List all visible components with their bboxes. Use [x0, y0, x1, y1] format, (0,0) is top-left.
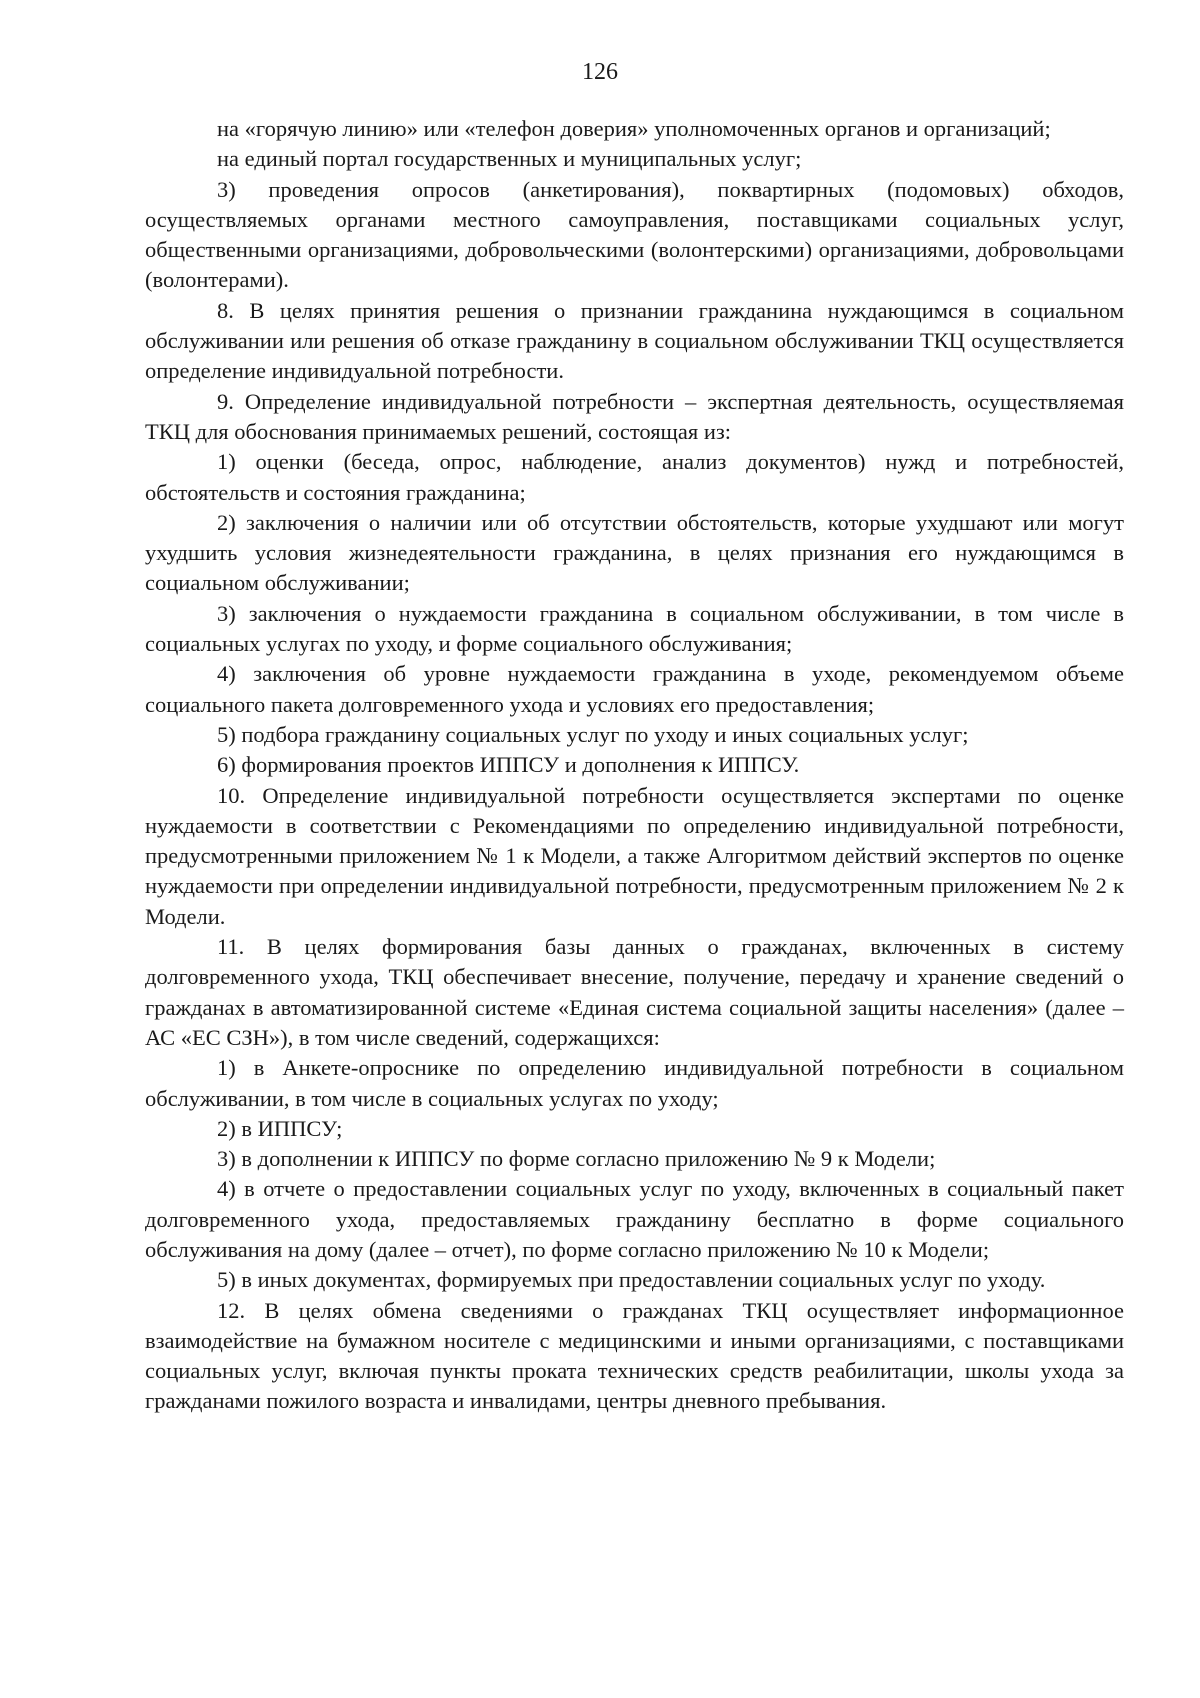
paragraph-11-item-5: 5) в иных документах, формируемых при предоставлении социальных услуг по уходу.: [217, 1267, 1046, 1293]
paragraph-9-item-3: 3) заключения о нуждаемости гражданина в социальном обслуживании, в том числе в социальных услугах по уходу, и форме социального обслуживания;: [145, 600, 1124, 657]
paragraph-section-8: 8. В целях принятия решения о признании гражданина нуждающимся в социальном обслуживании или решения об отказе гражданину в социальном обслуживании ТКЦ осуществляется определение индивидуальной потребности.: [145, 297, 1124, 384]
paragraph-hotline: на «горячую линию» или «телефон доверия» уполномоченных органов и организаций;: [217, 116, 1051, 141]
paragraph-11-item-3: 3) в дополнении к ИППСУ по форме согласно приложению № 9 к Модели;: [217, 1146, 936, 1172]
paragraph-section-10: 10. Определение индивидуальной потребности осуществляется экспертами по оценке нуждаемости в соответствии с Рекомендациями по определению индивидуальной потребности, предусмотренными приложением № 1 к Модели, а также Алгоритмом действий экспертов по оценке нуждаемости при определении индивидуальной потребности, предусмотренным приложением № 2 к Модели.: [145, 782, 1124, 929]
paragraph-9-item-1: 1) оценки (беседа, опрос, наблюдение, анализ документов) нужд и потребностей, обстоятельств и состояния гражданина;: [145, 449, 1124, 505]
paragraph-section-9: 9. Определение индивидуальной потребности – экспертная деятельность, осуществляемая ТКЦ для обоснования принимаемых решений, состоящая из:: [145, 388, 1124, 444]
page-number: 126: [582, 59, 618, 85]
paragraph-11-item-1: 1) в Анкете-опроснике по определению индивидуальной потребности в социальном обслуживании, в том числе в социальных услугах по уходу;: [145, 1055, 1124, 1111]
paragraph-11-item-4: 4) в отчете о предоставлении социальных услуг по уходу, включенных в социальный пакет долговременного ухода, предоставляемых гражданину бесплатно в форме социального обслуживания на дому (далее – отчет), по форме согласно приложению № 10 к Модели;: [145, 1176, 1124, 1262]
paragraph-9-item-2: 2) заключения о наличии или об отсутствии обстоятельств, которые ухудшают или могут ухудшить условия жизнедеятельности гражданина, в целях признания его нуждающимся в социальном обслуживании;: [145, 509, 1124, 596]
paragraph-9-item-6: 6) формирования проектов ИППСУ и дополнения к ИППСУ.: [217, 752, 800, 778]
paragraph-9-item-5: 5) подбора гражданину социальных услуг по уходу и иных социальных услуг;: [217, 721, 969, 747]
paragraph-section-12: 12. В целях обмена сведениями о гражданах ТКЦ осуществляет информационное взаимодействие на бумажном носителе с медицинскими и иными организациями, с поставщиками социальных услуг, включая пункты проката технических средств реабилитации, школы ухода за гражданами пожилого возраста и инвалидами, центры дневного пребывания.: [145, 1297, 1124, 1414]
paragraph-section-11: 11. В целях формирования базы данных о гражданах, включенных в систему долговременного ухода, ТКЦ обеспечивает внесение, получение, передачу и хранение сведений о гражданах в автоматизированной системе «Единая система социальной защиты населения» (далее – АС «ЕС СЗН»), в том числе сведений, содержащихся:: [145, 934, 1124, 1050]
paragraph-11-item-2: 2) в ИППСУ;: [217, 1115, 343, 1141]
paragraph-9-item-4: 4) заключения об уровне нуждаемости гражданина в уходе, рекомендуемом объеме социального пакета долговременного ухода и условиях его предоставления;: [145, 661, 1124, 717]
paragraph-surveys: 3) проведения опросов (анкетирования), поквартирных (подомовых) обходов, осуществляемых органами местного самоуправления, поставщиками социальных услуг, общественными организациями, добровольческими (волонтерскими) организациями, добровольцами (волонтерами).: [145, 176, 1124, 293]
document-body: [145, 114, 1124, 1417]
paragraph-portal: на единый портал государственных и муниципальных услуг;: [217, 146, 802, 172]
